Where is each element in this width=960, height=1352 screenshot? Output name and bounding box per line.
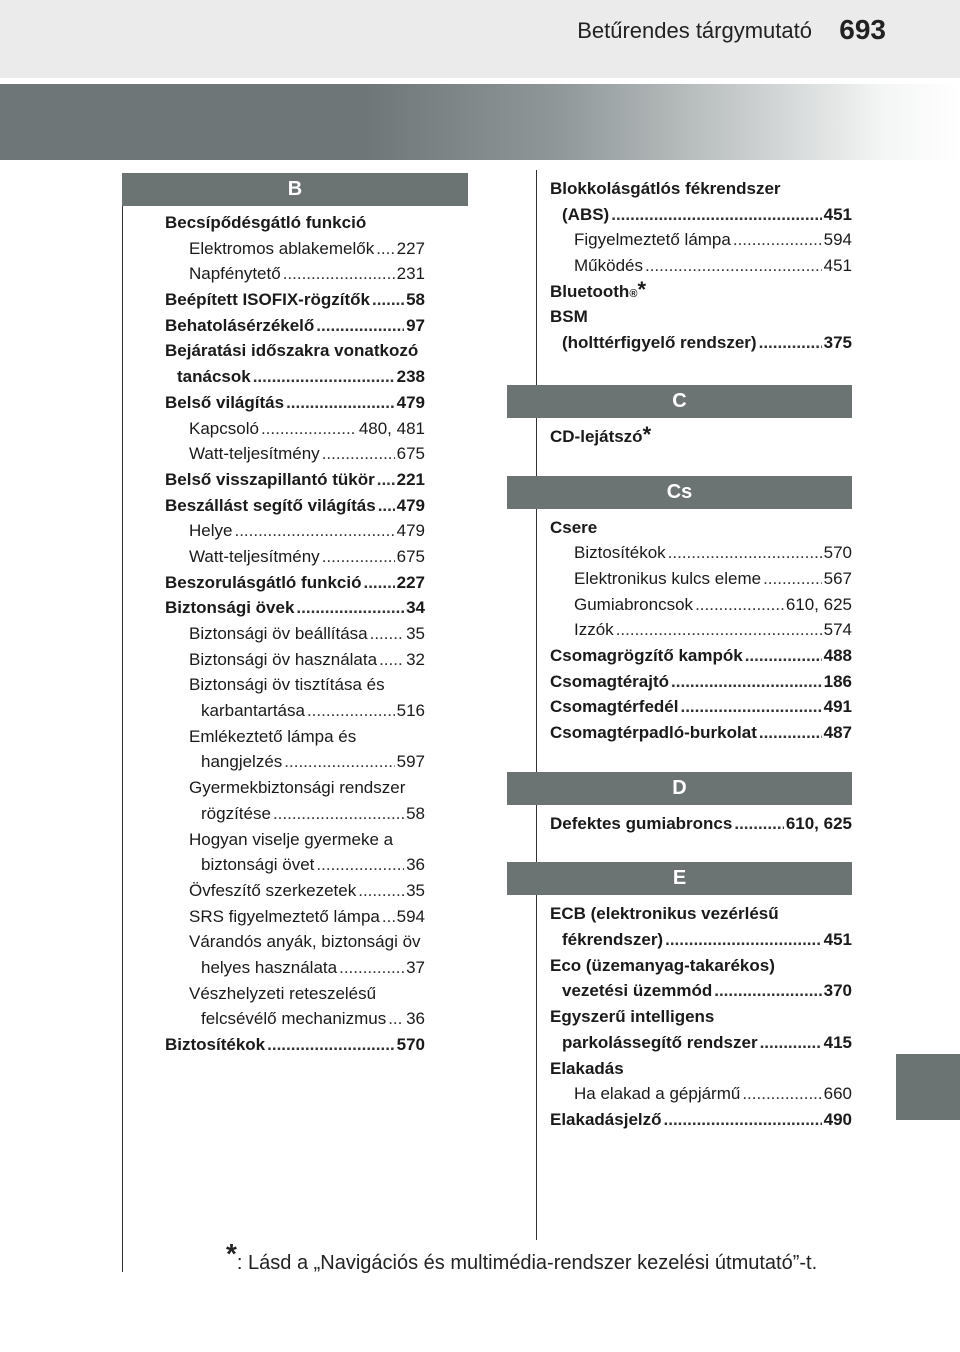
section-b-entries: [122, 210, 425, 1058]
dot-leader: [370, 621, 404, 647]
index-entry-page: 375: [823, 333, 852, 353]
index-entry: [550, 643, 852, 669]
index-entry: [165, 441, 425, 467]
index-entry-label: Beépített ISOFIX-rögzítők: [165, 290, 370, 310]
right-sections: [550, 356, 852, 1133]
index-entry: [165, 338, 425, 364]
index-entry: [550, 227, 852, 253]
index-entry: [165, 595, 425, 621]
index-entry-page: 570: [823, 543, 852, 563]
dot-leader: [379, 647, 404, 673]
index-entry-page: 479: [396, 392, 425, 412]
chapter-side-tab: [896, 1054, 960, 1120]
dot-leader: [284, 749, 394, 775]
section-header-c: C: [507, 385, 852, 418]
index-entry: [165, 801, 425, 827]
index-entry-page: 675: [396, 546, 425, 566]
dot-leader: [759, 720, 822, 746]
index-entry-page: 35: [406, 624, 425, 643]
index-entry-label: Belső visszapillantó tükör: [165, 469, 375, 489]
dot-leader: [611, 202, 821, 228]
index-entry-page: 479: [396, 495, 425, 515]
index-entry: [165, 261, 425, 287]
index-entry: [550, 304, 852, 330]
index-entry-page: 97: [406, 315, 425, 335]
index-entry: [165, 672, 425, 698]
section-gap: [550, 356, 852, 385]
index-entry-label: Működés: [574, 256, 643, 276]
index-entry-label: parkolássegítő rendszer: [562, 1032, 758, 1052]
index-entry-label: Behatolásérzékelő: [165, 315, 315, 335]
section-gap: [550, 836, 852, 862]
index-entry-page: 451: [823, 930, 852, 950]
index-entry: [165, 698, 425, 724]
dot-leader: [671, 669, 822, 695]
footnote: [226, 1238, 817, 1275]
index-entry-label: Izzók: [574, 620, 614, 640]
dot-leader: [339, 955, 404, 981]
section-gap: [550, 450, 852, 476]
index-entry-page: 479: [396, 521, 425, 541]
index-entry: [550, 515, 852, 541]
index-entry-page: 238: [396, 367, 425, 387]
index-entry-label: Gyermekbiztonsági rendszer: [189, 778, 406, 798]
index-entry: [165, 287, 425, 313]
dot-leader: [322, 441, 395, 467]
section-header-e: E: [507, 862, 852, 895]
index-entry-label: Beszállást segítő világítás: [165, 495, 376, 515]
index-entry-label: fékrendszer): [562, 930, 664, 950]
dot-leader: [267, 1032, 394, 1058]
dot-leader: [316, 313, 404, 339]
index-entry: [550, 901, 852, 927]
index-entry: [550, 1081, 852, 1107]
index-entry-label: Gumiabroncsok: [574, 594, 694, 614]
index-entry-page: 34: [406, 598, 425, 618]
index-entry-page: 594: [396, 906, 425, 926]
index-entry: [550, 811, 852, 837]
index-entry-label: Biztonsági öv használata: [189, 649, 378, 669]
index-entry-page: 610, 625: [785, 594, 852, 614]
index-entry-page: 488: [823, 645, 852, 665]
dot-leader: [283, 261, 395, 287]
index-entry-label: tanácsok: [177, 367, 251, 387]
index-entry-page: 231: [396, 264, 425, 284]
index-entry-label: Bejáratási időszakra vonatkozó: [165, 341, 419, 361]
index-entry: [165, 929, 425, 955]
index-entry-page: 567: [823, 568, 852, 588]
index-entry-label: Biztosítékok: [574, 543, 666, 563]
section-entries: [550, 515, 852, 746]
dot-leader: [388, 1006, 404, 1032]
index-entry-label: Egyszerű intelligens: [550, 1007, 715, 1027]
index-entry-label: (ABS): [562, 204, 610, 224]
index-entry-label: BSM: [550, 307, 588, 327]
dot-leader: [377, 467, 395, 493]
index-entry-page: 487: [823, 723, 852, 742]
index-entry: [550, 978, 852, 1004]
index-entry-label: Blokkolásgátlós fékrendszer: [550, 179, 781, 198]
index-entry-page: 36: [406, 1009, 425, 1029]
index-entry: [550, 720, 852, 746]
index-entry-label: felcsévélő mechanizmus: [201, 1009, 387, 1029]
index-entry-label: Figyelmeztető lámpa: [574, 230, 731, 250]
index-entry-label: hangjelzés: [201, 752, 283, 772]
dot-leader: [378, 493, 395, 519]
section-entries: [550, 811, 852, 837]
index-entry-page: 227: [396, 238, 425, 258]
index-entry: [550, 202, 852, 228]
index-entry-label: biztonsági övet: [201, 855, 315, 875]
index-entry: [165, 724, 425, 750]
index-entry-label: Elektronikus kulcs eleme: [574, 568, 762, 588]
left-index-column: [122, 173, 468, 1058]
index-entry-page: 574: [823, 620, 852, 640]
index-entry: [165, 518, 425, 544]
dot-leader: [763, 566, 822, 592]
index-entry-label: SRS figyelmeztető lámpa: [189, 906, 380, 926]
footnote-star: *: [226, 1238, 237, 1269]
index-entry: [550, 1056, 852, 1082]
index-entry-page: 58: [406, 803, 425, 823]
center-column-divider: [536, 170, 537, 1240]
index-entry: [165, 210, 425, 236]
index-entry: [165, 852, 425, 878]
dot-leader: [668, 540, 822, 566]
index-entry-label: Watt-teljesítmény: [189, 444, 320, 464]
index-entry: [550, 1030, 852, 1056]
section-entries: [550, 421, 852, 450]
dot-leader: [733, 227, 822, 253]
index-entry: [165, 981, 425, 1007]
dot-leader: [742, 1081, 821, 1107]
index-entry-label: CD-lejátszó: [550, 426, 643, 446]
index-entry-label: Biztonsági öv beállítása: [189, 624, 368, 643]
dot-leader: [760, 1030, 822, 1056]
index-entry-label: Becsípődésgátló funkció: [165, 213, 367, 232]
index-entry: [550, 953, 852, 979]
index-entry-page: 675: [396, 444, 425, 464]
index-entry-label: Biztosítékok: [165, 1035, 266, 1054]
index-entry-label: Watt-teljesítmény: [189, 546, 320, 566]
index-entry-page: 370: [823, 981, 852, 1001]
index-entry-label: Övfeszítő szerkezetek: [189, 880, 357, 900]
dot-leader: [665, 927, 822, 953]
header-banner: [0, 84, 960, 160]
index-entry-page: 491: [823, 697, 852, 717]
dot-leader: [382, 904, 395, 930]
index-entry-label: Elektromos ablakemelők: [189, 238, 375, 258]
section-entries: [550, 901, 852, 1132]
index-entry-page: 32: [406, 649, 425, 669]
index-entry-label: Vészhelyzeti reteszelésű: [189, 983, 377, 1003]
dot-leader: [253, 364, 395, 390]
index-entry-label: ECB (elektronikus vezérlésű: [550, 904, 779, 924]
index-entry-label: Csere: [550, 517, 598, 537]
index-entry: [165, 1006, 425, 1032]
section-header-b: B: [122, 173, 468, 206]
index-entry: [165, 827, 425, 853]
index-entry: [165, 904, 425, 930]
index-entry-page: 415: [823, 1032, 852, 1052]
index-entry-label: Várandós anyák, biztonsági öv: [189, 932, 421, 952]
index-entry: [550, 592, 852, 618]
index-entry-label: Emlékeztető lámpa és: [189, 726, 357, 746]
dot-leader: [645, 253, 822, 279]
index-entry-page: 597: [396, 752, 425, 772]
index-entry: [550, 617, 852, 643]
index-entry-label: (holttérfigyelő rendszer): [562, 333, 757, 353]
index-entry-label: Ha elakad a gépjármű: [574, 1084, 741, 1104]
dot-leader: [745, 643, 822, 669]
index-entry-label: Helye: [189, 521, 233, 541]
dot-leader: [322, 544, 395, 570]
dot-leader: [664, 1107, 822, 1133]
index-entry-page: 451: [823, 204, 852, 224]
index-entry-label: Elakadás: [550, 1058, 624, 1078]
dot-leader: [296, 595, 404, 621]
index-entry: [550, 927, 852, 953]
index-entry-page: 35: [406, 880, 425, 900]
dot-leader: [734, 811, 783, 837]
index-entry: [165, 955, 425, 981]
index-entry-page: 221: [396, 469, 425, 489]
index-entry: [550, 1107, 852, 1133]
index-entry-page: 490: [823, 1109, 852, 1129]
section-b-continued-entries: [550, 176, 852, 356]
index-entry-label: karbantartása: [201, 701, 305, 721]
dot-leader: [286, 390, 395, 416]
page-number: 693: [839, 14, 886, 45]
dot-leader: [616, 617, 822, 643]
footnote-text: : Lásd a „Navigációs és multimédia-rendszer kezelési útmutató”-t.: [236, 1252, 818, 1274]
dot-leader: [234, 518, 394, 544]
section-gap: [550, 746, 852, 772]
index-entry-page: 516: [396, 701, 425, 721]
index-entry: [165, 544, 425, 570]
index-entry: CD-lejátszó *: [550, 424, 852, 450]
index-entry-label: Napfénytető: [189, 264, 281, 284]
index-entry-page: 570: [396, 1035, 425, 1054]
dot-leader: [307, 698, 395, 724]
index-entry-label: Eco (üzemanyag-takarékos): [550, 955, 775, 975]
index-entry-label: Biztonsági öv tisztítása és: [189, 675, 385, 695]
index-entry: [165, 775, 425, 801]
index-entry-label: Csomagtérajtó: [550, 671, 670, 691]
index-entry-label: vezetési üzemmód: [562, 981, 713, 1001]
index-entry-label: Bluetooth: [550, 281, 630, 301]
right-index-column: [550, 176, 852, 1133]
index-entry: [165, 364, 425, 390]
index-entry: [165, 1032, 425, 1058]
index-entry: [165, 878, 425, 904]
index-entry: [165, 621, 425, 647]
dot-leader: [695, 592, 784, 618]
index-entry-page: 37: [406, 957, 425, 977]
dot-leader: [759, 330, 822, 356]
index-entry-label: helyes használata: [201, 957, 338, 977]
index-entry: [165, 416, 425, 442]
index-entry-page: 660: [823, 1084, 852, 1104]
index-entry-label: rögzítése: [201, 803, 271, 823]
dot-leader: [680, 694, 821, 720]
index-entry: Bluetooth ® *: [550, 279, 852, 305]
page-header-title: Betűrendes tárgymutató: [577, 18, 812, 43]
index-entry: [550, 253, 852, 279]
index-entry: [165, 493, 425, 519]
dot-leader: [376, 236, 394, 262]
index-entry-label: Biztonsági övek: [165, 598, 295, 618]
dot-leader: [316, 852, 404, 878]
index-entry-label: Hogyan viselje gyermeke a: [189, 829, 394, 849]
index-entry: [550, 540, 852, 566]
index-entry-page: 451: [823, 256, 852, 276]
index-entry: [550, 176, 852, 202]
dot-leader: [363, 570, 394, 596]
index-entry-page: 480, 481: [358, 418, 425, 438]
index-entry: [165, 570, 425, 596]
index-entry-page: 227: [396, 572, 425, 592]
index-entry-label: Beszorulásgátló funkció: [165, 572, 362, 592]
index-entry: [165, 467, 425, 493]
dot-leader: [273, 801, 404, 827]
index-entry-label: Csomagtérpadló-burkolat: [550, 723, 757, 742]
index-entry: [550, 1004, 852, 1030]
dot-leader: [261, 416, 357, 442]
index-entry: [550, 330, 852, 356]
index-entry: [165, 390, 425, 416]
dot-leader: [714, 978, 821, 1004]
index-entry-label: Belső világítás: [165, 392, 285, 412]
index-entry-page: 594: [823, 230, 852, 250]
dot-leader: [358, 878, 404, 904]
index-entry: [165, 749, 425, 775]
index-entry: [165, 236, 425, 262]
dot-leader: [372, 287, 404, 313]
index-entry: [550, 694, 852, 720]
index-entry-page: 58: [406, 290, 425, 310]
index-entry-page: 36: [406, 855, 425, 875]
index-entry-label: Elakadásjelző: [550, 1109, 662, 1129]
index-entry: [550, 566, 852, 592]
index-entry: [550, 669, 852, 695]
index-entry-page: 610, 625: [785, 813, 852, 833]
index-entry-label: Defektes gumiabroncs: [550, 813, 733, 833]
section-header-d: D: [507, 772, 852, 805]
index-entry-label: Csomagrögzítő kampók: [550, 645, 743, 665]
index-entry: [165, 313, 425, 339]
index-entry-label: Kapcsoló: [189, 418, 259, 438]
index-entry: [165, 647, 425, 673]
index-entry-label: Csomagtérfedél: [550, 697, 679, 717]
index-entry-page: 186: [823, 671, 852, 691]
page-header: [0, 0, 960, 78]
section-header-cs: Cs: [507, 476, 852, 509]
